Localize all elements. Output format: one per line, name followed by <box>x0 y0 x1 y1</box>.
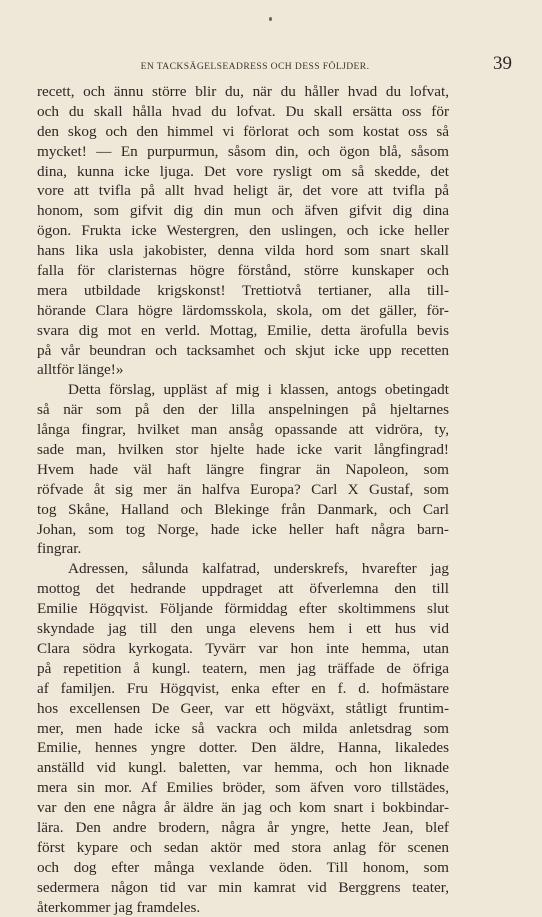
text-line: Emilie Högqvist. Följande förmiddag efter skoltimmens slut <box>37 600 449 618</box>
text-line: alltför länge!» <box>37 361 124 379</box>
text-line: mera utbildade krigskonst! Trettiotvå tertianer, alla till- <box>37 281 449 299</box>
text-line: recett, och ännu större blir du, när du håller hvad du lofvat, <box>37 83 449 100</box>
text-line: sedermera någon tid var min kamrat vid Berggrens teater, <box>37 878 449 896</box>
text-line: hans lika usla jakobister, denna vilda hord som snart skall <box>37 242 449 260</box>
text-line: hörande Clara högre lärdomsskola, skola, om det gäller, för- <box>37 301 449 319</box>
text-line: var den ene några år äldre än jag och kom snart i bokbindar- <box>37 799 449 817</box>
text-line: återkommer jag framdeles. <box>37 898 201 916</box>
text-line: vore att tvifla på allt hvad heligt är, det vore att tvifla på <box>37 182 449 200</box>
text-line: först kypare och sedan aktör med stora anlag för scenen <box>37 838 449 856</box>
text-line: röfvade åt sig mer än halfva Europa? Carl X Gustaf, som <box>37 480 449 498</box>
text-line: falla för claristernas högre förstånd, större kunskaper och <box>37 262 449 280</box>
running-title: EN TACKSÄGELSEADRESS OCH DESS FÖLJDER. <box>140 61 370 72</box>
text-line: af familjen. Fru Högqvist, enka efter en f. d. hofmästare <box>37 679 449 697</box>
text-line: sade man, hvilken stor hjelte hade icke varit långfingrad! <box>37 441 449 459</box>
text-line: honom, som gifvit dig din mun och äfven gifvit dig dina <box>37 202 449 220</box>
ink-speck <box>269 17 272 21</box>
text-line: och dog efter många vexlande öden. Till honom, som <box>37 858 449 876</box>
text-line: mera sin mor. Af Emilies bröder, som äfven voro tillstädes, <box>37 779 449 797</box>
text-line: på repetition å kungl. teatern, men jag träffade de öfriga <box>37 659 449 677</box>
text-line: den skog och den himmel vi förlorat och som kostat oss så <box>37 122 449 140</box>
text-line: Detta förslag, uppläst af mig i klassen, antogs obetingadt <box>68 381 449 399</box>
text-line: Adressen, sålunda kalfatrad, underskrefs, hvarefter jag <box>68 560 449 578</box>
text-line: dina, kunna icke ljuga. Det vore rysligt om så skedde, det <box>37 162 449 180</box>
text-line: mottog det hedrande uppdraget att öfverlemna den till <box>37 580 449 598</box>
text-line: tog Skåne, Halland och Blekinge från Danmark, och Carl <box>37 500 449 518</box>
running-head <box>38 52 512 76</box>
text-line: lära. Den andre brodern, några år yngre, hette Jean, blef <box>37 818 449 836</box>
text-line: Clara södra kyrkogata. Tyvärr var hon inte hemma, utan <box>37 639 449 657</box>
text-line: Hvem hade väl haft längre fingrar än Napoleon, som <box>37 460 449 478</box>
text-line: svara dig mot en verld. Mottag, Emilie, detta ärofulla bevis <box>37 321 449 339</box>
text-line: mer, men hade icke så vackra och milda anletsdrag som <box>37 719 449 737</box>
body-text <box>37 82 449 917</box>
text-line: så när som på den der lilla anspelningen på hjeltarnes <box>37 401 449 419</box>
text-line: och du skall hålla hvad du lofvat. Du skall ersätta oss för <box>37 102 449 120</box>
text-line: mycket! — En purpurmun, såsom din, och ögon blå, såsom <box>37 142 449 160</box>
text-line: ögon. Frukta icke Westergren, den uslingen, och icke heller <box>37 222 449 240</box>
text-line: hos excellensen De Geer, var ett högväxt, ståtligt fruntim- <box>37 699 449 717</box>
text-line: Johan, som tog Norge, hade icke heller haft några barn- <box>37 520 449 538</box>
page-number: 39 <box>493 53 512 74</box>
text-line: på vår beundran och tacksamhet och skjut icke upp recetten <box>37 341 449 359</box>
text-line: anställd vid kungl. baletten, var hemma, och hon liknade <box>37 759 449 777</box>
text-line: Emilie, hennes yngre dotter. Den äldre, Hanna, likaledes <box>37 739 449 757</box>
text-line: skyndade jag till den unga elevens hem i ett hus vid <box>37 620 449 638</box>
text-line: fingrar. <box>37 540 82 558</box>
text-line: långa fingrar, hvilket man ansåg opassande att vidröra, ty, <box>37 421 449 439</box>
